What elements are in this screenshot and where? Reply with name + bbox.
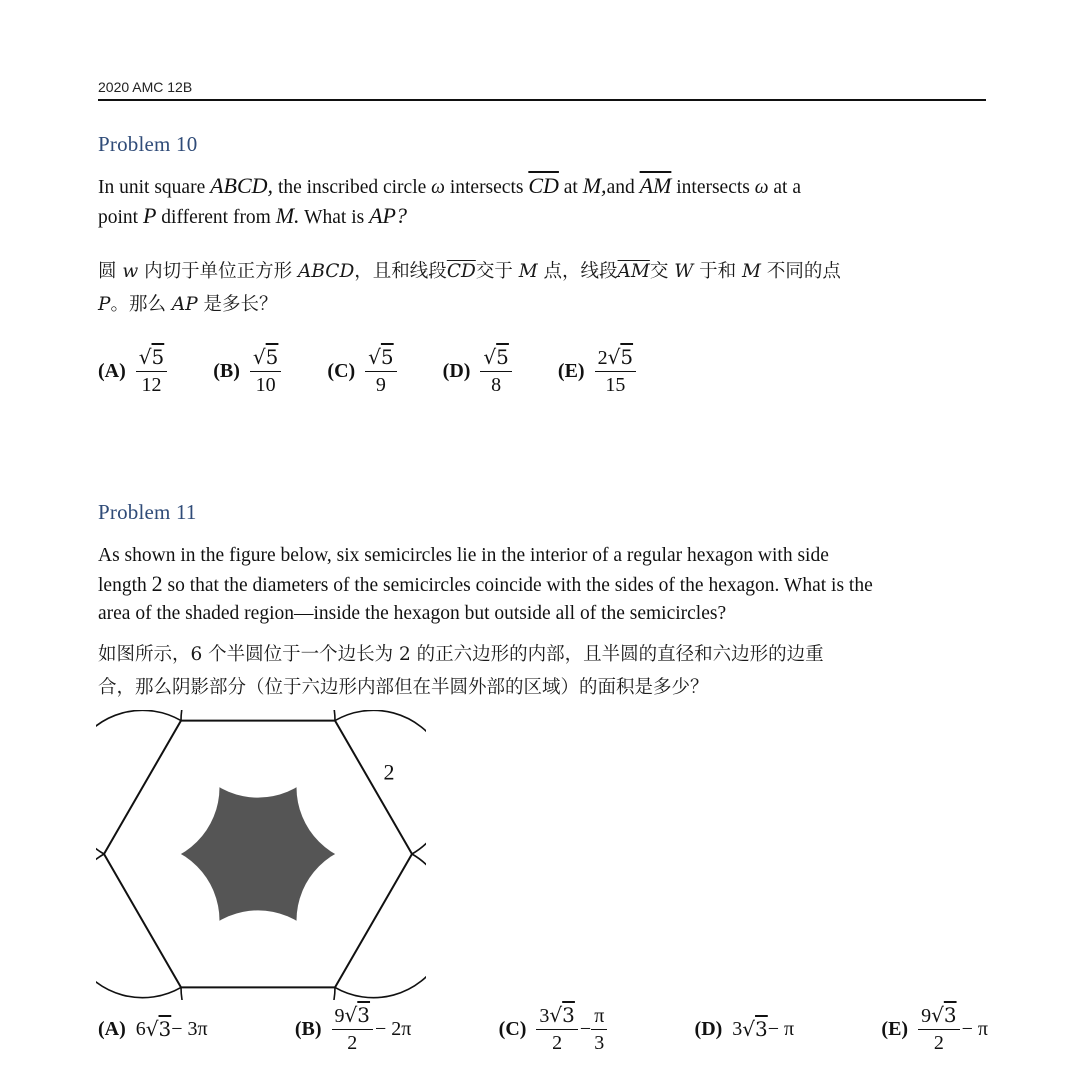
problem-10-title: Problem 10 [98,132,198,156]
choice-c[interactable]: (C) $\frac{√5}{9}$ [327,346,396,396]
semicircle-arc [181,710,335,721]
choice-c[interactable]: (C) $\frac{3√3}{2}$ − $\frac{\pi}{3}$ [499,1004,608,1054]
choice-b[interactable]: (B) $\frac{9√3}{2}$ − 2π [294,1003,412,1054]
problem-11-choices [98,1004,988,1054]
problem-11-title: Problem 11 [98,500,197,524]
hexagon-figure [96,710,426,1000]
problem-11-statement-en: As shown in the figure below, six semicircles lie in the interior of a regular hexagon with side length 2 so that the diameters of the semicircles coincide with the sides of the hexagon. What is the area of the shaded region—inside the hexagon but outside all of the semicircles? [98,545,873,624]
choice-d[interactable]: (D) $\frac{√5}{8}$ [443,346,512,396]
choice-d[interactable]: (D) 3 √3 − π [694,1017,795,1041]
shaded-region [96,710,426,1000]
problem-10-statement-cn: 圆 w 内切于单位正方形 ABCD，且和线段$\overline{CD}$交于 M 点，线段$\overline{AM}$交 W 于和 M 不同的点 P。那么 AP 是多长？ [98,261,841,315]
choice-a[interactable]: (A) $\frac{√5}{12}$ [98,346,167,396]
semicircle-arc [181,987,335,1000]
choice-a[interactable]: (A) 6 √3 − 3π [98,1017,208,1041]
problem-10-statement-en: In unit square ABCD, the inscribed circle ω intersects $\overline{CD}$ at M,and $\overline{AM}$ intersects ω at a point P different from M. What is AP? [98,173,802,228]
problem-11-statement-cn: 如图所示，6 个半圆位于一个边长为 2 的正六边形的内部，且半圆的直径和六边形的边重 合，那么阴影部分（位于六边形内部但在半圆外部的区域）的面积是多少？ [98,644,824,698]
header-rule [98,99,986,101]
choice-e[interactable]: (E) $\frac{2√5}{15}$ [558,346,636,396]
problem-10-choices [98,346,682,396]
choice-e[interactable]: (E) $\frac{9√3}{2}$ − π [881,1003,988,1054]
choice-b[interactable]: (B) $\frac{√5}{10}$ [213,346,281,396]
page-header: 2020 AMC 12B [98,79,193,95]
side-length-label: 2 [383,759,395,785]
